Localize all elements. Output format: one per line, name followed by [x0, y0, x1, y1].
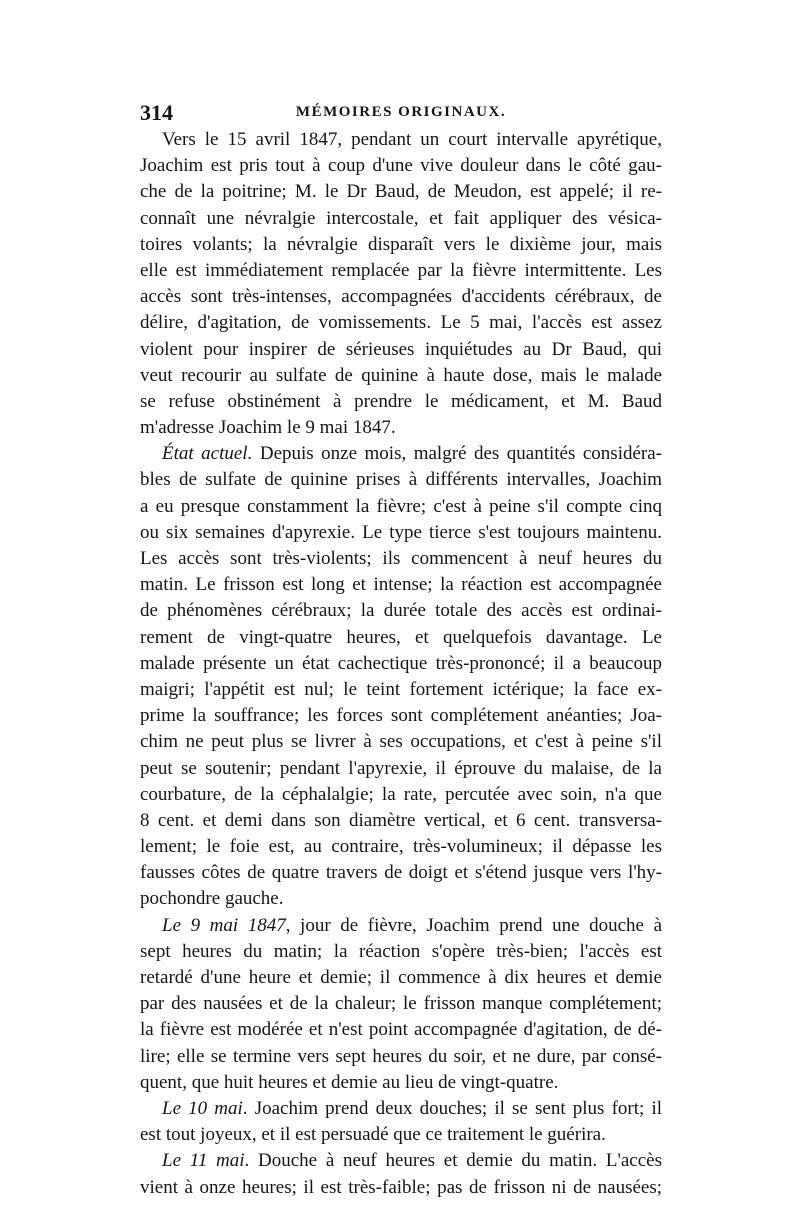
text-line: veut recourir au sulfate de quinine à haute dose, mais le malade — [140, 364, 662, 386]
text-line: ou six semaines d'apyrexie. Le type tierce s'est toujours maintenu. — [140, 521, 662, 543]
text-line: Joachim est pris tout à coup d'une vive douleur dans le côté gau- — [140, 155, 662, 177]
text-line: la fièvre est modérée et n'est point accompagnée d'agitation, de dé- — [140, 1019, 662, 1041]
text-line — [140, 1096, 662, 1122]
italic-lead-le-9-mai: Le 9 mai 1847 — [162, 914, 286, 936]
text-line: peut se soutenir; pendant l'apyrexie, il éprouve du malaise, de la — [140, 757, 662, 779]
text-line — [140, 441, 662, 467]
text-line: rement de vingt-quatre heures, et quelquefois davantage. Le — [140, 626, 662, 648]
text-line: vient à onze heures; il est très-faible; pas de frisson ni de nausées; — [140, 1176, 662, 1198]
text-line: délire, d'agitation, de vomissements. Le 5 mai, l'accès est assez — [140, 312, 662, 334]
text-line: lire; elle se termine vers sept heures du soir, et ne dure, par consé- — [140, 1045, 662, 1067]
text-line: quent, que huit heures et demie au lieu de vingt-quatre. — [140, 1071, 559, 1093]
italic-lead-le-11-mai: Le 11 mai — [162, 1150, 245, 1172]
text-line-rest: , jour de fièvre, Joachim prend une douche à — [285, 914, 662, 936]
text-line: elle est immédiatement remplacée par la fièvre intermittente. Les — [140, 259, 662, 281]
text-line: connaît une névralgie intercostale, et fait appliquer des vésica- — [140, 207, 662, 229]
text-line-rest: . Douche à neuf heures et demie du matin. L'accès — [244, 1150, 662, 1172]
text-line: che de la poitrine; M. le Dr Baud, de Meudon, est appelé; il re- — [140, 181, 662, 203]
text-line: matin. Le frisson est long et intense; la réaction est accompagnée — [140, 574, 662, 596]
italic-lead-le-10-mai: Le 10 mai — [162, 1097, 243, 1119]
text-line — [140, 913, 662, 939]
text-line: de phénomènes cérébraux; la durée totale des accès est ordinai- — [140, 600, 662, 622]
text-line: maigri; l'appétit est nul; le teint fortement ictérique; la face ex- — [140, 678, 662, 700]
text-line: accès sont très-intenses, accompagnées d'accidents cérébraux, de — [140, 286, 662, 308]
text-line: par des nausées et de la chaleur; le frisson manque complétement; — [140, 993, 662, 1015]
text-line: lement; le foie est, au contraire, très-volumineux; il dépasse les — [140, 836, 662, 858]
text-line: Les accès sont très-violents; ils commencent à neuf heures du — [140, 548, 662, 569]
page-header — [140, 100, 662, 128]
text-line-rest: . Joachim prend deux douches; il se sent plus fort; il — [242, 1097, 663, 1119]
text-line: 8 cent. et demi dans son diamètre vertical, et 6 cent. transversa- — [140, 809, 662, 831]
text-line: bles de sulfate de quinine prises à différents intervalles, Joachim — [140, 469, 662, 491]
text-line: courbature, de la céphalalgie; la rate, percutée avec soin, n'a que — [140, 783, 662, 805]
text-line: prime la souffrance; les forces sont complétement anéanties; Joa- — [140, 705, 662, 727]
page-number: 314 — [140, 100, 173, 125]
text-line: m'adresse Joachim le 9 mai 1847. — [140, 417, 396, 439]
text-line: Vers le 15 avril 1847, pendant un court intervalle apyrétique, — [162, 129, 662, 150]
text-line: pochondre gauche. — [140, 888, 284, 910]
text-line: sept heures du matin; la réaction s'opère très-bien; l'accès est — [140, 940, 662, 962]
body-text — [140, 127, 662, 1201]
text-line: malade présente un état cachectique très-prononcé; il a beaucoup — [140, 652, 662, 674]
text-line: se refuse obstinément à prendre le médicament, et M. Baud — [140, 390, 662, 412]
italic-lead-etat-actuel: État actuel. — [162, 443, 253, 465]
text-line: violent pour inspirer de sérieuses inquiétudes au Dr Baud, qui — [140, 338, 662, 360]
text-line: fausses côtes de quatre travers de doigt et s'étend jusque vers l'hy- — [140, 862, 662, 884]
text-line: toires volants; la névralgie disparaît vers le dixième jour, mais — [140, 233, 662, 255]
text-line: a eu presque constamment la fièvre; c'est à peine s'il compte cinq — [140, 495, 662, 517]
running-title: MÉMOIRES ORIGINAUX. — [295, 104, 507, 120]
text-line — [140, 1148, 662, 1174]
text-line: est tout joyeux, et il est persuadé que ce traitement le guérira. — [140, 1124, 606, 1146]
text-line-rest: Depuis onze mois, malgré des quantités considéra- — [259, 443, 663, 465]
text-line: retardé d'une heure et demie; il commence à dix heures et demie — [140, 967, 662, 988]
text-line: chim ne peut plus se livrer à ses occupations, et c'est à peine s'il — [140, 731, 662, 753]
